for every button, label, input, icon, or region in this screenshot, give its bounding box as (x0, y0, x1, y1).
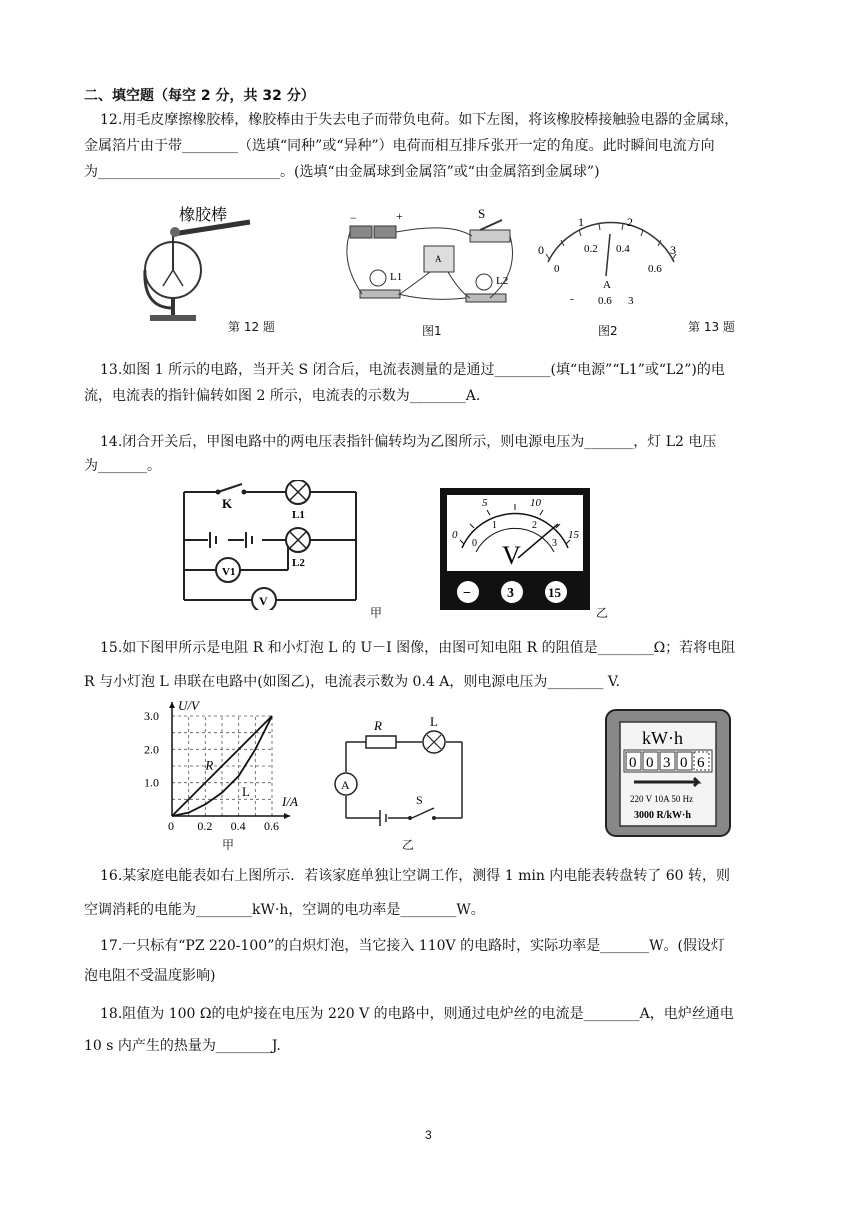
scale-arc (548, 223, 674, 262)
meter-digit: 0 (680, 755, 688, 771)
series-label-L: L (242, 784, 250, 799)
q12-line-3: 为__________________________。(选填“由金属球到金属箔”或“由金属箔到金属球”) (84, 164, 600, 180)
voltmeter-v1-label: V1 (222, 566, 236, 578)
lamp-1 (370, 270, 386, 286)
y-tick-label: 3.0 (144, 709, 159, 723)
ammeter-needle (606, 234, 610, 276)
y-axis-arrow (169, 702, 175, 708)
q13-ammeter-scale (536, 214, 686, 314)
volt-outer-10: 10 (530, 497, 541, 509)
switch-label: S (478, 206, 486, 221)
meter-revs: 3000 R/kW·h (634, 810, 691, 821)
section-note: （每空 2 分，共 32 分） (154, 88, 315, 104)
x-axis-arrow (284, 813, 290, 819)
q15-fig-yi-caption: 乙 (402, 838, 415, 852)
electroscope-base (150, 315, 196, 321)
q14-fig-jia-caption: 甲 (370, 606, 383, 620)
q15-line-2: R 与小灯泡 L 串联在电路中(如图乙)，电流表示数为 0.4 A，则电源电压为________ V. (84, 674, 620, 690)
volt-inner-0: 0 (472, 538, 477, 549)
q15-circuit-yi (330, 712, 470, 832)
switch-s-label: S (416, 793, 423, 807)
meter-rating: 220 V 10A 50 Hz (630, 794, 694, 804)
meter-unit: kW·h (642, 728, 683, 748)
q14-circuit-jia (178, 480, 363, 610)
scale-bottom-06: 0.6 (648, 263, 662, 275)
volt-inner-2: 2 (532, 520, 537, 531)
lamp-l2-label: L2 (292, 557, 305, 569)
electroscope-figure (135, 200, 265, 330)
q13-caption: 第 13 题 (688, 320, 735, 334)
x-tick-label: 0.2 (197, 819, 213, 833)
resistor-r-label: R (374, 718, 382, 733)
scale-left-0: 0 (538, 243, 544, 257)
switch (470, 230, 510, 242)
lamp-2-base (466, 294, 506, 302)
q15-line-1: 15.如下图甲所示是电阻 R 和小灯泡 L 的 U－I 图像，由图可知电阻 R 的阻值是________Ω；若将电阻 (100, 640, 736, 656)
volt-inner-1: 1 (492, 520, 497, 531)
q18-line-2: 10 s 内产生的热量为________J. (84, 1038, 281, 1054)
battery-1 (350, 226, 372, 238)
rubber-rod-label: 橡胶棒 (179, 207, 228, 224)
q14-voltmeter-yi (440, 488, 592, 612)
q13-line-2: 流，电流表的指针偏转如图 2 所示，电流表的示数为________A. (84, 388, 481, 404)
terminal-minus: - (570, 293, 574, 305)
meter-digit: 0 (646, 755, 654, 771)
y-tick-label: 1.0 (144, 775, 159, 790)
metal-foil (163, 270, 173, 286)
x-tick-label: 0.4 (230, 819, 246, 833)
lamp-1-label: L1 (390, 271, 403, 283)
meter-digit: 3 (663, 755, 671, 771)
lamp-2 (476, 274, 492, 290)
q13-fig1-caption: 图1 (422, 324, 442, 338)
q17-line-1: 17.一只标有“PZ 220-100”的白炽灯泡，当它接入 110V 的电路时，实际功率是_______W。(假设灯 (100, 938, 725, 954)
series-label-R: R (205, 757, 214, 773)
scale-top-2: 2 (627, 215, 633, 229)
lamp-l-label: L (430, 714, 438, 729)
q18-line-1: 18.阻值为 100 Ω的电炉接在电压为 220 V 的电路中，则通过电炉丝的电流是________A，电炉丝通电 (100, 1006, 734, 1022)
q16-line-2: 空调消耗的电能为________kW·h，空调的电功率是________W。 (84, 902, 485, 918)
q13-circuit-figure (340, 202, 520, 332)
q12-line-2: 金属箔片由于带________（选填“同种”或“异种”）电荷而相互排斥张开一定的角度。此时瞬间电流方向 (84, 138, 715, 154)
section-heading (84, 86, 315, 106)
scale-bottom-02: 0.2 (584, 243, 598, 255)
q17-line-2: 泡电阻不受温度影响) (84, 968, 216, 984)
volt-btn-minus: − (463, 586, 471, 601)
q14-line-1: 14.闭合开关后，甲图电路中的两电压表指针偏转均为乙图所示，则电源电压为_______，灯 L2 电压 (100, 434, 717, 450)
volt-symbol: V (502, 541, 521, 570)
meter-digit: 6 (697, 755, 705, 771)
y-axis-label: U/V (178, 698, 199, 713)
volt-btn-15: 15 (548, 585, 561, 600)
q16-line-1: 16.某家庭电能表如右上图所示．若该家庭单独让空调工作，测得 1 min 内电能表转盘转了 60 转，则 (100, 868, 731, 884)
minus-sign: − (350, 211, 357, 225)
volt-outer-5: 5 (482, 497, 488, 509)
voltmeter-v-label: V (259, 594, 268, 608)
q13-fig2-caption: 图2 (598, 324, 618, 338)
plus-sign: + (396, 209, 403, 223)
q15-fig-jia-caption: 甲 (222, 838, 235, 852)
ammeter-label: A (435, 254, 442, 264)
volt-inner-3: 3 (552, 538, 557, 549)
y-tick-label: 2.0 (144, 742, 159, 757)
volt-outer-0: 0 (452, 529, 458, 541)
terminal-06: 0.6 (598, 295, 612, 307)
meter-digits (626, 752, 709, 771)
scale-top-1: 1 (578, 215, 584, 229)
q12-caption: 第 12 题 (228, 320, 275, 334)
volt-btn-3: 3 (507, 586, 514, 601)
q14-line-2: 为_______。 (84, 458, 161, 474)
volt-outer-15: 15 (568, 529, 579, 541)
q12-line-1: 12.用毛皮摩擦橡胶棒，橡胶棒由于失去电子而带负电荷。如下左图，将该橡胶棒接触验电器的金属球， (100, 112, 739, 128)
lamp-l1-label: L1 (292, 509, 305, 521)
meter-digit: 0 (629, 755, 637, 771)
resistor-r (366, 736, 396, 748)
page-number: 3 (425, 1128, 432, 1142)
scale-bottom-0: 0 (554, 263, 560, 275)
battery-2 (374, 226, 396, 238)
lamp-1-base (360, 290, 400, 298)
x-tick-label: 0 (168, 819, 174, 833)
terminal-3: 3 (628, 295, 634, 307)
switch-k-label: K (222, 496, 233, 511)
ammeter-unit: A (603, 279, 611, 291)
q14-fig-yi-caption: 乙 (596, 606, 609, 620)
lamp-2-label: L2 (496, 275, 509, 287)
u-i-chart (140, 696, 320, 836)
scale-bottom-04: 0.4 (616, 243, 630, 255)
q13-line-1: 13.如图 1 所示的电路，当开关 S 闭合后，电流表测量的是通过________(填“电源”“L1”或“L2”)的电 (100, 362, 725, 378)
scale-right-3: 3 (670, 243, 676, 257)
section-title: 二、填空题 (84, 88, 154, 104)
ammeter-a-label: A (341, 778, 350, 792)
energy-meter (604, 708, 734, 840)
x-tick-label: 0.6 (264, 819, 279, 833)
metal-ball (170, 227, 180, 237)
x-axis-label: I/A (282, 794, 298, 809)
